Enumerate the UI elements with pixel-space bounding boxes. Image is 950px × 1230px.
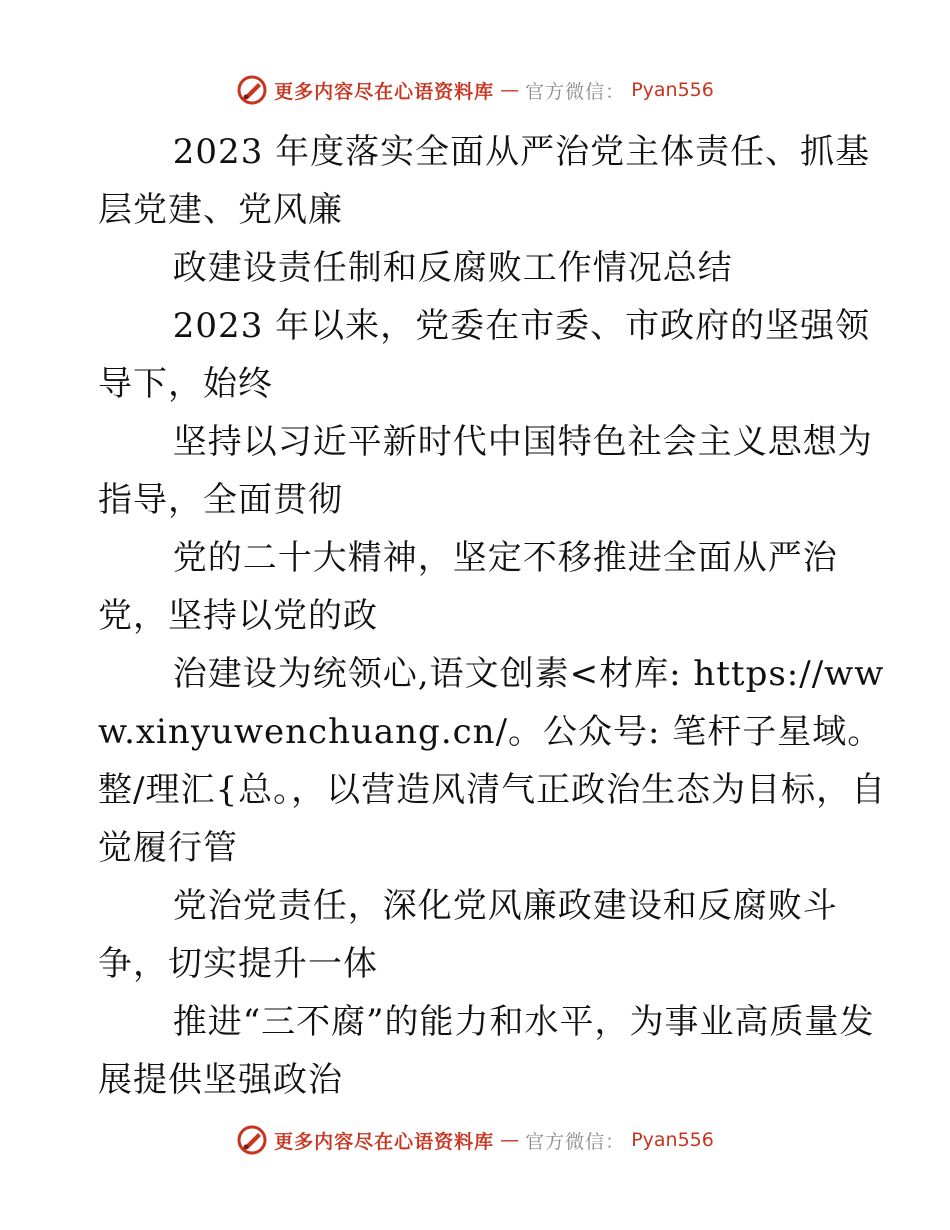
paragraph-6: 治建设为统领心,语文创素<材库: https://www.xinyuwenchuang.cn/。公众号: 笔杆子星域。整/理汇{总。，以营造风清气正政治生态为目标，自觉履行管: [98, 654, 887, 868]
paragraph-8: 推进“三不腐”的能力和水平，为事业高质量发展提供坚强政治: [98, 1002, 875, 1100]
watermark-brand: 更多内容尽在心语资料库: [274, 80, 495, 103]
watermark-wechat-id: Pyan556: [631, 79, 714, 101]
brush-logo-icon: [236, 74, 268, 106]
watermark-official-label: 官方微信：: [525, 80, 626, 103]
paragraph-7: 党治党责任，深化党风廉政建设和反腐败斗争，切实提升一体: [98, 886, 838, 984]
paragraph-3: 2023 年以来，党委在市委、市政府的坚强领导下，始终: [98, 306, 871, 404]
watermark-brand: 更多内容尽在心语资料库: [274, 1130, 495, 1153]
footer-watermark: [0, 1120, 950, 1160]
watermark-dash: —: [500, 1129, 520, 1151]
watermark-official-label: 官方微信：: [525, 1130, 626, 1153]
paragraph-4: 坚持以习近平新时代中国特色社会主义思想为指导，全面贯彻: [98, 422, 873, 520]
header-watermark: [0, 70, 950, 110]
paragraph-2: 政建设责任制和反腐败工作情况总结: [172, 248, 733, 288]
watermark-wechat-id: Pyan556: [631, 1129, 714, 1151]
brush-logo-icon: [236, 1124, 268, 1156]
document-body: [98, 123, 898, 1109]
paragraph-1: 2023 年度落实全面从严治党主体责任、抓基层党建、党风廉: [98, 132, 871, 230]
watermark-dash: —: [500, 79, 520, 101]
paragraph-5: 党的二十大精神，坚定不移推进全面从严治党，坚持以党的政: [98, 538, 838, 636]
